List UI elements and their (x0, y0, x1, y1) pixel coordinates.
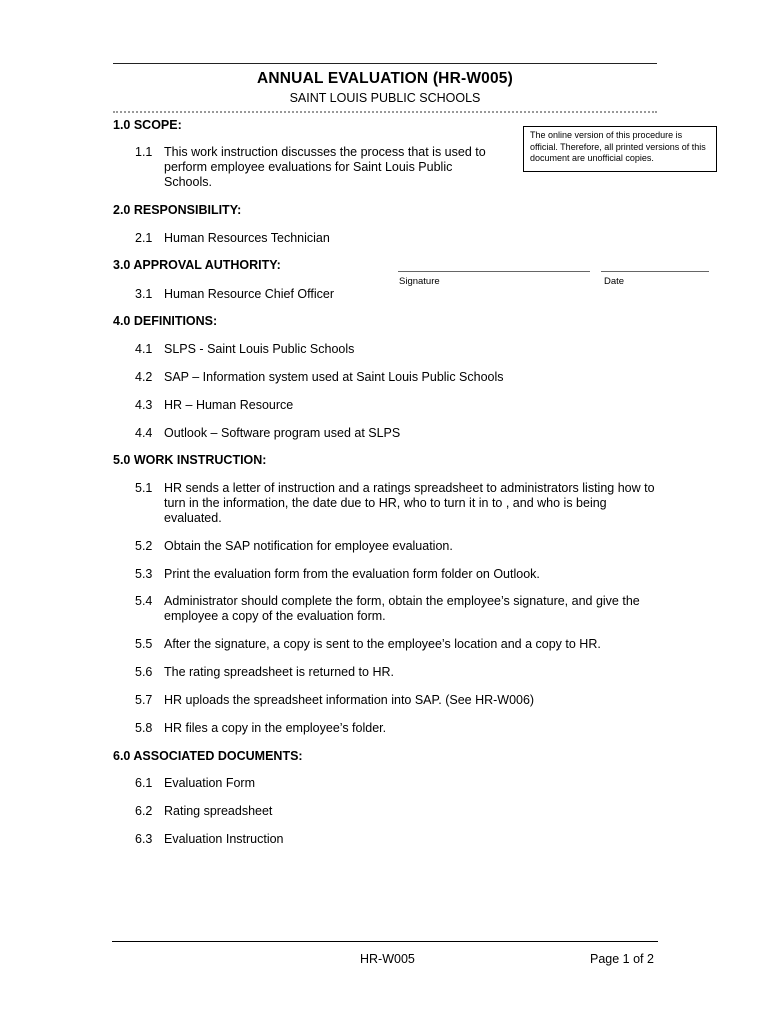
item-text: The rating spreadsheet is returned to HR. (164, 665, 394, 679)
item-text: This work instruction discusses the process that is used to perform employee evaluations for Saint Louis Public Schools. (164, 145, 486, 189)
item-text: Human Resources Technician (164, 231, 330, 245)
section-heading-associated-documents: 6.0 ASSOCIATED DOCUMENTS: (113, 749, 303, 763)
item-number: 3.1 (135, 287, 153, 301)
item-number: 5.1 (135, 481, 153, 495)
item-number: 4.4 (135, 426, 153, 440)
signature-line (398, 271, 590, 272)
item-number: 5.8 (135, 721, 153, 735)
item-number: 6.1 (135, 776, 153, 790)
section-heading-definitions: 4.0 DEFINITIONS: (113, 314, 218, 328)
signature-label: Signature (399, 276, 440, 287)
item-text: After the signature, a copy is sent to the employee’s location and a copy to HR. (164, 637, 601, 651)
item-number: 1.1 (135, 145, 153, 159)
item-number: 5.3 (135, 567, 153, 581)
item-number: 5.4 (135, 594, 153, 608)
item-text: SLPS - Saint Louis Public Schools (164, 342, 355, 356)
item-number: 5.5 (135, 637, 153, 651)
item-text: HR files a copy in the employee’s folder. (164, 721, 387, 735)
section-heading-scope: 1.0 SCOPE: (113, 118, 182, 132)
document-title: ANNUAL EVALUATION (HR-W005) (257, 70, 513, 87)
item-text: Obtain the SAP notification for employee evaluation. (164, 539, 453, 553)
item-text: Human Resource Chief Officer (164, 287, 334, 301)
section-heading-responsibility: 2.0 RESPONSIBILITY: (113, 203, 242, 217)
item-number: 2.1 (135, 231, 153, 245)
item-text: Evaluation Form (164, 776, 256, 790)
footer-page-number: Page 1 of 2 (590, 952, 654, 966)
item-text: Rating spreadsheet (164, 804, 273, 818)
item-number: 5.7 (135, 693, 153, 707)
header-bottom-rule (113, 111, 657, 113)
item-text: SAP – Information system used at Saint Louis Public Schools (164, 370, 504, 384)
item-text: Administrator should complete the form, obtain the employee’s signature, and give the employee a copy of the evaluation form. (164, 594, 640, 623)
header-top-rule (113, 63, 657, 64)
item-text: HR sends a letter of instruction and a ratings spreadsheet to administrators listing how to turn in the information, the date due to HR, who to turn it in to , and who is being evaluated. (164, 481, 655, 525)
document-subtitle: SAINT LOUIS PUBLIC SCHOOLS (289, 91, 481, 105)
item-number: 4.3 (135, 398, 153, 412)
item-number: 6.3 (135, 832, 153, 846)
item-text: Evaluation Instruction (164, 832, 284, 846)
item-text: HR uploads the spreadsheet information into SAP. (See HR-W006) (164, 693, 535, 707)
official-version-notice: The online version of this procedure is official. Therefore, all printed versions of this document are unofficial copies. (523, 126, 717, 172)
item-number: 4.1 (135, 342, 153, 356)
footer-document-id: HR-W005 (360, 952, 415, 966)
item-text: HR – Human Resource (164, 398, 294, 412)
date-label: Date (604, 276, 625, 287)
section-heading-work-instruction: 5.0 WORK INSTRUCTION: (113, 453, 267, 467)
footer-rule (112, 941, 658, 942)
item-number: 4.2 (135, 370, 153, 384)
item-number: 6.2 (135, 804, 153, 818)
item-number: 5.2 (135, 539, 153, 553)
section-heading-approval-authority: 3.0 APPROVAL AUTHORITY: (113, 258, 281, 272)
item-text: Outlook – Software program used at SLPS (164, 426, 401, 440)
date-line (601, 271, 709, 272)
item-number: 5.6 (135, 665, 153, 679)
item-text: Print the evaluation form from the evaluation form folder on Outlook. (164, 567, 540, 581)
